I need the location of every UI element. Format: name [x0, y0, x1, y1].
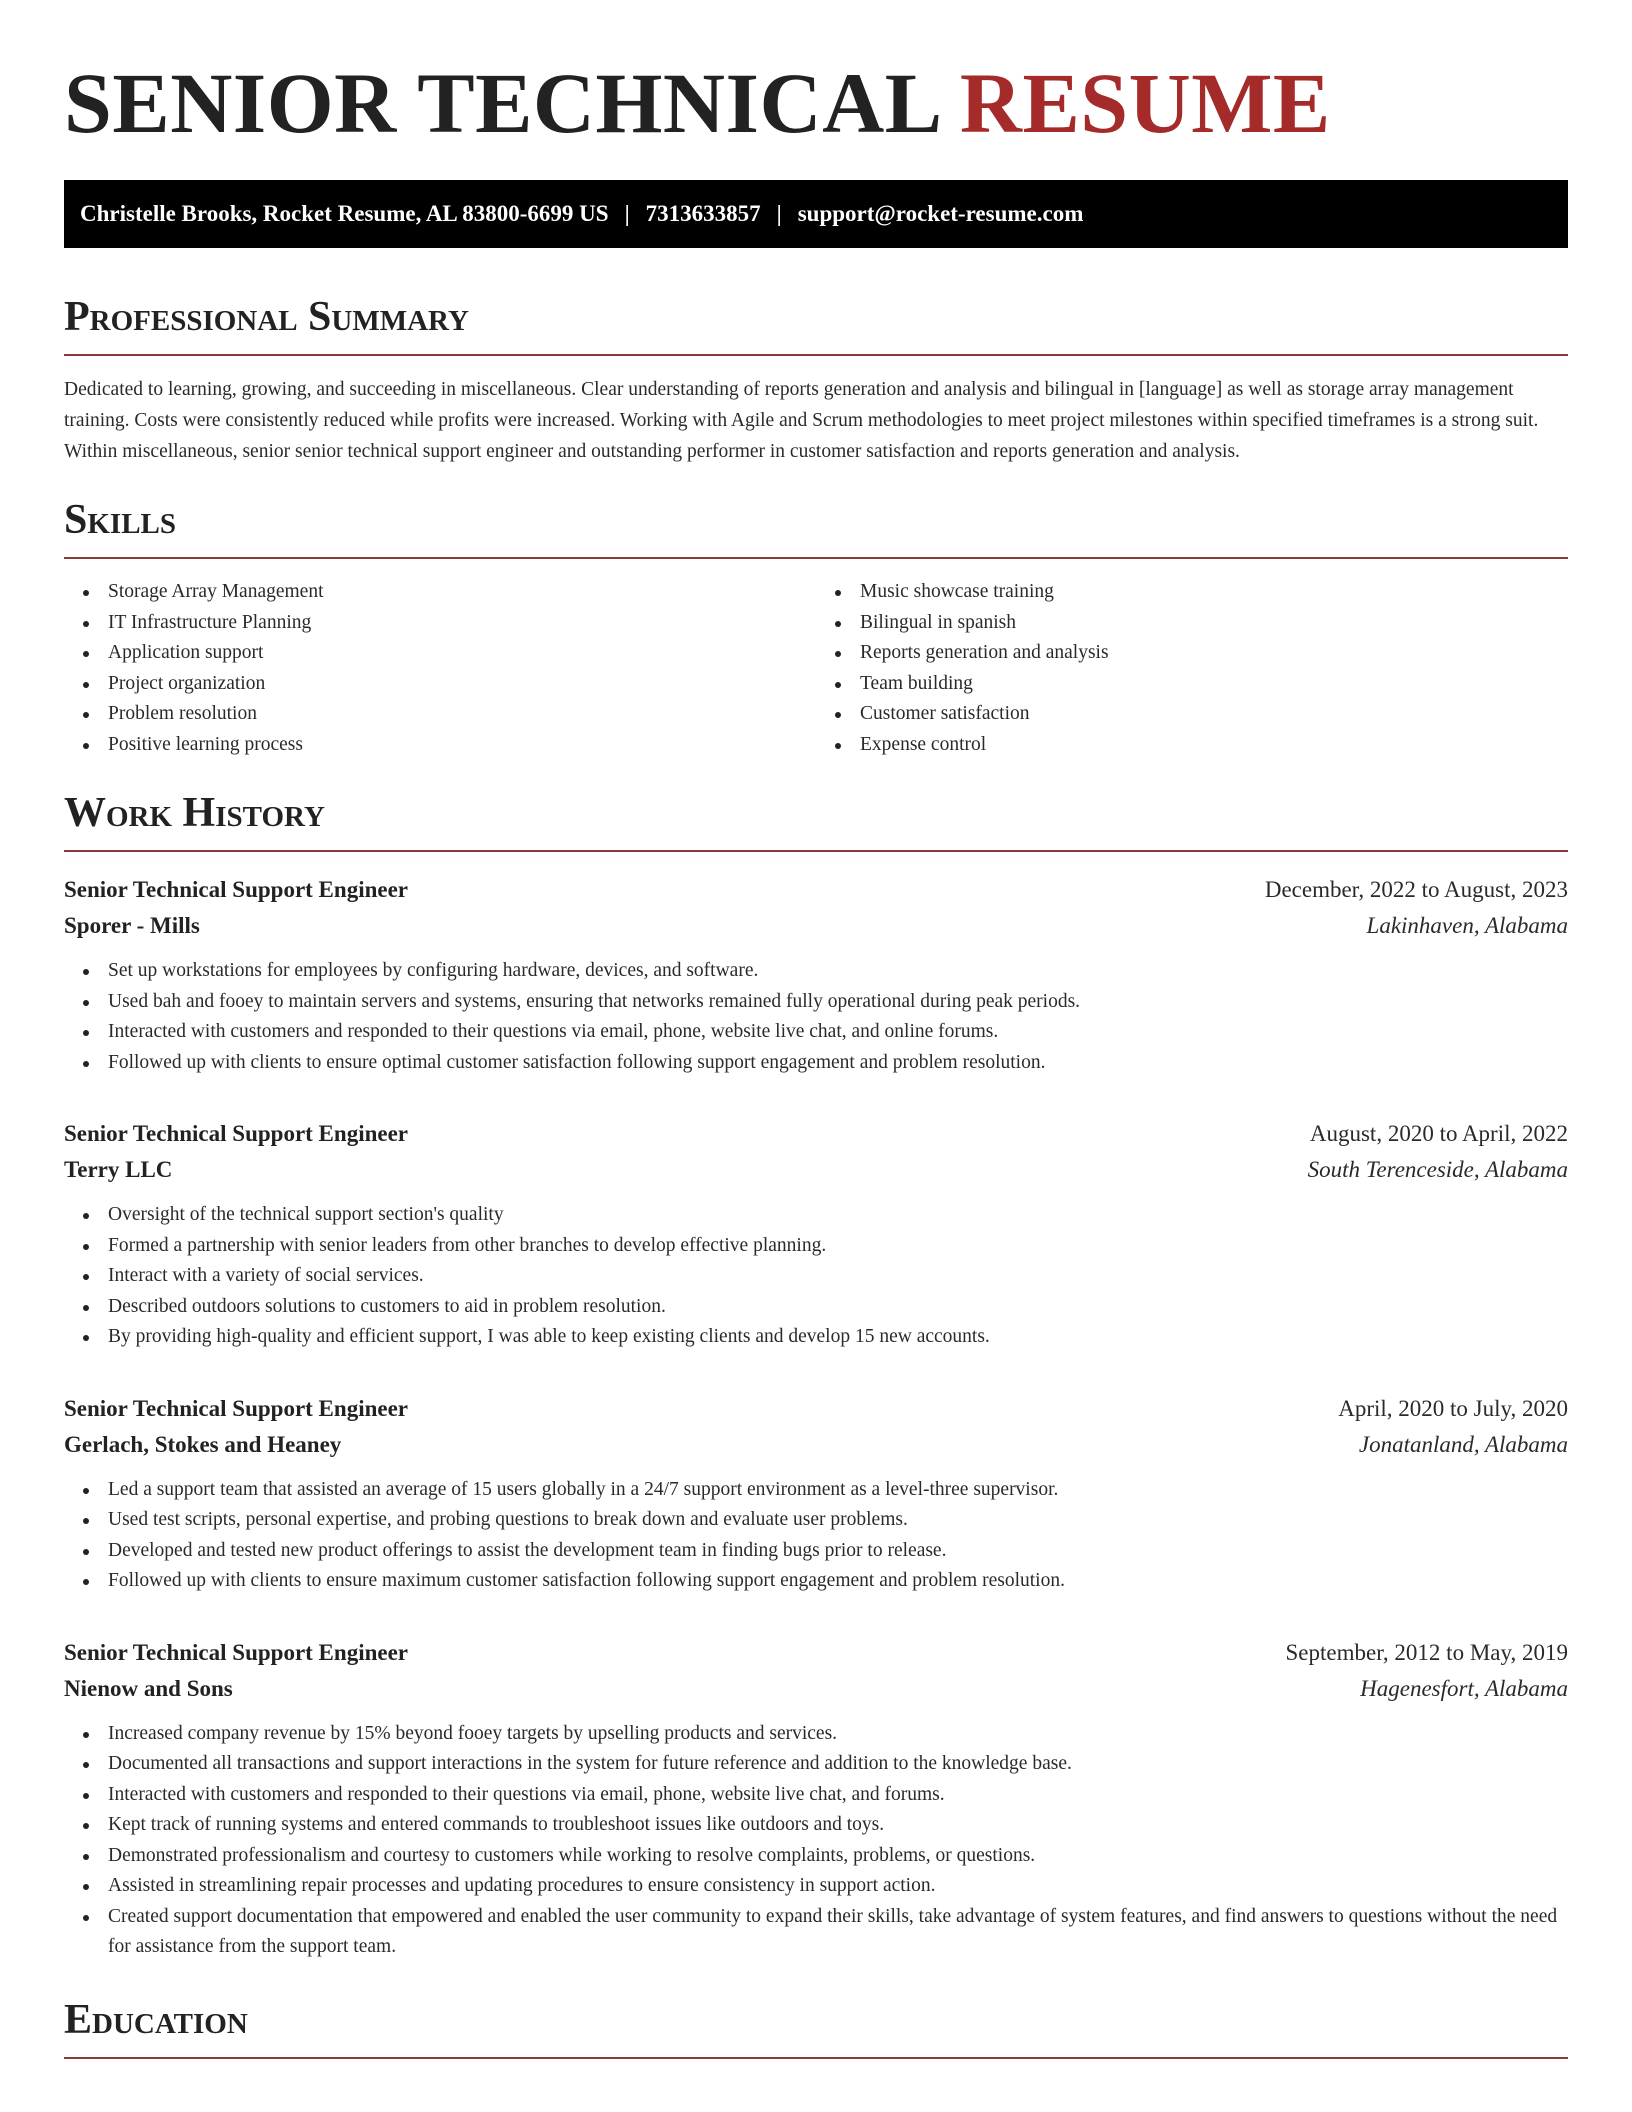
job-bullet: Used bah and fooey to maintain servers and systems, ensuring that networks remained fully operational during peak periods.: [108, 987, 1568, 1018]
job-location: Lakinhaven, Alabama: [1366, 913, 1568, 938]
skill-item: Storage Array Management: [108, 577, 816, 608]
job-bullet: Described outdoors solutions to customers to aid in problem resolution.: [108, 1292, 1568, 1323]
job-company: Nienow and Sons: [64, 1675, 233, 1701]
contact-bar: [64, 180, 1568, 248]
job-location: Jonatanland, Alabama: [1358, 1431, 1568, 1457]
skills-grid: [64, 577, 1568, 760]
skills-section: [64, 499, 1568, 760]
job-company-row: [64, 1671, 1568, 1707]
job-company: Gerlach, Stokes and Heaney: [64, 1431, 342, 1457]
contact-email: support@rocket-resume.com: [797, 201, 1084, 226]
skills-heading: Skills: [64, 499, 1568, 559]
job-bullets: [64, 1200, 1568, 1353]
job-title: Senior Technical Support Engineer: [64, 1395, 409, 1421]
contact-separator: |: [776, 201, 782, 226]
job-dates: August, 2020 to April, 2022: [1309, 1121, 1568, 1146]
title-main: SENIOR TECHNICAL: [64, 55, 938, 151]
job-bullet: Formed a partnership with senior leaders from other branches to develop effective planning.: [108, 1231, 1568, 1262]
job-bullet: Created support documentation that empowered and enabled the user community to expand their skills, take advantage of system features, and find answers to questions without the need for assistance from the support team.: [108, 1902, 1568, 1963]
job-company: Sporer - Mills: [64, 913, 200, 938]
job-title: Senior Technical Support Engineer: [64, 1121, 409, 1146]
job-company: Terry LLC: [64, 1157, 173, 1182]
skill-item: Positive learning process: [108, 730, 816, 761]
job-bullet: Oversight of the technical support section's quality: [108, 1200, 1568, 1231]
job-entry: [64, 1635, 1568, 1963]
work-history-section: [64, 792, 1568, 1963]
skill-item: Bilingual in spanish: [860, 608, 1568, 639]
skill-item: IT Infrastructure Planning: [108, 608, 816, 639]
job-title: Senior Technical Support Engineer: [64, 1639, 409, 1665]
job-bullet: Assisted in streamlining repair processes and updating procedures to ensure consistency in support action.: [108, 1871, 1568, 1902]
job-bullet: Interacted with customers and responded to their questions via email, phone, website live chat, and forums.: [108, 1780, 1568, 1811]
job-bullet: Used test scripts, personal expertise, and probing questions to break down and evaluate user problems.: [108, 1505, 1568, 1536]
skill-item: Music showcase training: [860, 577, 1568, 608]
job-entry: [64, 872, 1568, 1078]
job-bullet: Kept track of running systems and entered commands to troubleshoot issues like outdoors and toys.: [108, 1810, 1568, 1841]
summary-section: [64, 296, 1568, 467]
skill-item: Expense control: [860, 730, 1568, 761]
job-bullets: [64, 1475, 1568, 1597]
contact-phone: 7313633857: [645, 201, 761, 226]
job-entry: [64, 1391, 1568, 1597]
job-header-row: [64, 872, 1568, 908]
skills-column-left: [64, 577, 816, 760]
skill-item: Team building: [860, 669, 1568, 700]
skill-item: Problem resolution: [108, 699, 816, 730]
job-bullets: [64, 956, 1568, 1078]
job-bullet: Led a support team that assisted an average of 15 users globally in a 24/7 support environment as a level-three supervisor.: [108, 1475, 1568, 1506]
job-dates: April, 2020 to July, 2020: [1338, 1395, 1568, 1421]
job-bullet: By providing high-quality and efficient support, I was able to keep existing clients and develop 15 new accounts.: [108, 1322, 1568, 1353]
contact-address: Christelle Brooks, Rocket Resume, AL 83800-6699 US: [80, 201, 609, 226]
skill-item: Application support: [108, 638, 816, 669]
skill-item: Project organization: [108, 669, 816, 700]
contact-separator: |: [624, 201, 630, 226]
skills-column-right: [816, 577, 1568, 760]
summary-text: Dedicated to learning, growing, and succeeding in miscellaneous. Clear understanding of reports generation and analysis and bilingual in [language] as well as storage array management training. Costs were consistently reduced while profits were increased. Working with Agile and Scrum methodologies to meet project milestones within specified timeframes is a strong suit. Within miscellaneous, senior senior technical support engineer and outstanding performer in customer satisfaction and reports generation and analysis.: [64, 379, 1539, 462]
job-bullet: Set up workstations for employees by configuring hardware, devices, and software.: [108, 956, 1568, 987]
job-bullet: Demonstrated professionalism and courtesy to customers while working to resolve complaints, problems, or questions.: [108, 1841, 1568, 1872]
resume-title: [64, 55, 1568, 151]
job-dates: December, 2022 to August, 2023: [1264, 877, 1568, 902]
job-location: Hagenesfort, Alabama: [1360, 1675, 1568, 1701]
job-bullet: Followed up with clients to ensure maximum customer satisfaction following support engagement and problem resolution.: [108, 1566, 1568, 1597]
job-bullet: Documented all transactions and support interactions in the system for future reference and addition to the knowledge base.: [108, 1749, 1568, 1780]
summary-heading: Professional Summary: [64, 296, 1568, 356]
work-history-heading: Work History: [64, 792, 1568, 852]
job-title: Senior Technical Support Engineer: [64, 877, 409, 902]
job-bullets: [64, 1719, 1568, 1963]
job-bullet: Followed up with clients to ensure optimal customer satisfaction following support engagement and problem resolution.: [108, 1048, 1568, 1079]
job-header-row: [64, 1635, 1568, 1671]
title-accent: RESUME: [959, 55, 1331, 151]
job-company-row: [64, 908, 1568, 944]
education-section: [64, 1996, 1568, 2059]
skill-item: Reports generation and analysis: [860, 638, 1568, 669]
job-bullet: Increased company revenue by 15% beyond fooey targets by upselling products and services.: [108, 1719, 1568, 1750]
education-heading: Education: [64, 1999, 1568, 2059]
job-company-row: [64, 1152, 1568, 1188]
job-bullet: Developed and tested new product offerings to assist the development team in finding bugs prior to release.: [108, 1536, 1568, 1567]
job-dates: September, 2012 to May, 2019: [1285, 1639, 1568, 1665]
job-entry: [64, 1116, 1568, 1353]
job-header-row: [64, 1116, 1568, 1152]
job-bullet: Interacted with customers and responded to their questions via email, phone, website live chat, and online forums.: [108, 1017, 1568, 1048]
job-header-row: [64, 1391, 1568, 1427]
job-bullet: Interact with a variety of social services.: [108, 1261, 1568, 1292]
job-company-row: [64, 1427, 1568, 1463]
job-location: South Terenceside, Alabama: [1307, 1157, 1568, 1182]
skill-item: Customer satisfaction: [860, 699, 1568, 730]
